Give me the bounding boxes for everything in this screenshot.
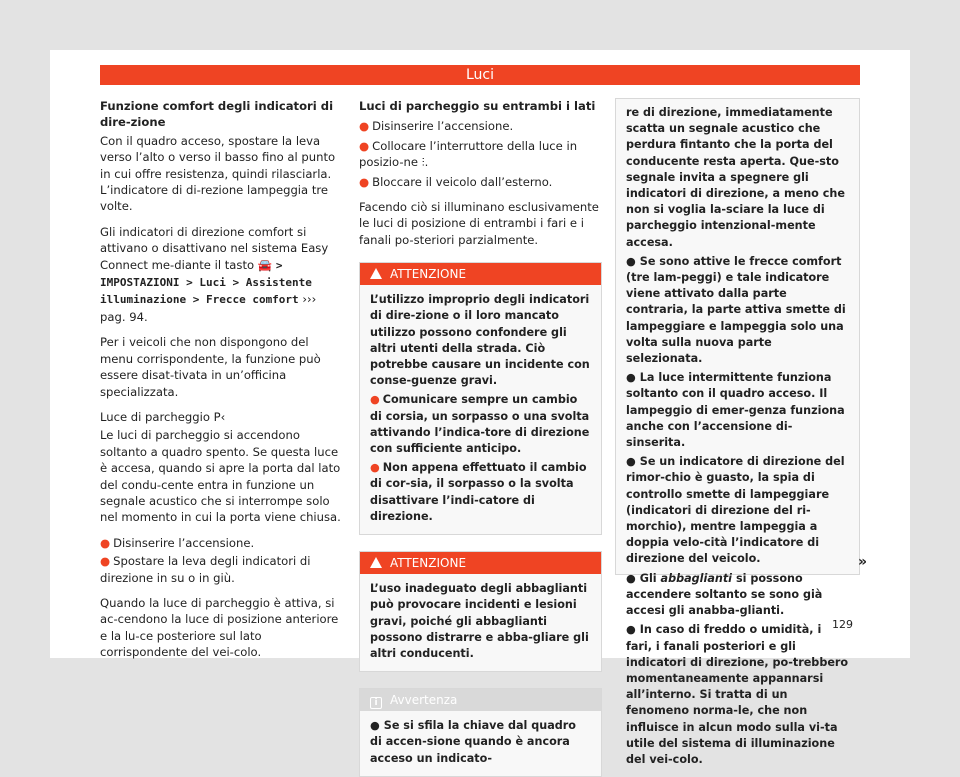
note-body: re di direzione, immediatamente scatta un segnale acustico che perdura fintanto che la porta del conducente resta aperta. Que-sto segnale invita a spegnere gli indicatori di direzione, a meno che non si voglia la-sciare la luce di parcheggio intenzional-mente accesa. ● Se sono attive le frecce comfort (tre lam-peggi) e tale indicatore viene attivato dalla parte contraria, la parte attiva smette di lampeggiare e lampeggia solo una volta sulla nuova parte selezionata. ● La luce intermittente funziona soltanto con il quadro acceso. Il lampeggio di emer-genza funziona anche con l’accensione di-sinserita. ● Se un indicatore di direzione del rimor-chio è guasto, la spia di controllo smette di lampeggiare (indicatori di direzione del ri-morchio), mentre lampeggia a doppia velo-cità l’indicatore di direzione del veicolo. ● Gli abbaglianti si possono accendere soltanto se sono già accesi gli anabba-glianti. ● In caso di freddo o umidità, i fari, i fanali posteriori e gli indicatori di direzione, po-trebbero momentaneamente appannarsi all’interno. Si tratta di un fenomeno norma-le, che non influisce in alcun modo sulla vi-ta utile del sistema di illuminazione del vei-colo.: [616, 99, 859, 777]
warning-icon: [370, 557, 382, 568]
list-item: ● Se si sfila la chiave dal quadro di accen-sione quando è ancora acceso un indicato-: [370, 719, 576, 765]
section-header: Luci: [100, 65, 860, 85]
paragraph: Con il quadro acceso, spostare la leva verso l’alto o verso il basso fino al punto in cui offre resistenza, quindi rilasciarla. L’indicatore di di-rezione lampeggia tre volte.: [100, 133, 336, 214]
page-number: 129: [832, 618, 853, 631]
bullet-icon: ●: [370, 461, 380, 475]
warning-body: L’utilizzo improprio degli indicatori di dire-zione o il loro mancato utilizzo possono confondere gli altri utenti della strada. Ciò potrebbe causare un incidente con conse-guenze gravi. ● Comunicare sempre un cambio di corsia, un sorpasso o una svolta attivando l’indica-tore di direzione con sufficiente anticipo. ● Non appena effettuato il cambio di cor-sia, il sorpasso o la svolta disattivare l’indi-catore di direzione.: [360, 285, 601, 534]
bullet-icon: ●: [370, 719, 380, 733]
paragraph: Quando la luce di parcheggio è attiva, si ac-cendono la luce di posizione anteriore e la lu-ce posteriore sul lato corrispondente del vei-colo.: [100, 595, 339, 660]
list-item: ● Collocare l’interruttore della luce in posizio-ne ⫶.: [359, 138, 578, 170]
page-reference-link[interactable]: ››› pag. 94: [100, 292, 317, 324]
menu-path: > IMPOSTAZIONI > Luci > Assistente illuminazione > Frecce comfort: [100, 258, 312, 307]
list-item: ● Se un indicatore di direzione del rimor-chio è guasto, la spia di controllo smette di lampeggiare (indicatori di direzione del ri-morchio), mentre lampeggia a doppia velo-cità l’indicatore di direzione del veicolo.: [626, 455, 845, 566]
position-light-icon: ⫶: [421, 155, 425, 170]
note-body: [360, 711, 601, 776]
paragraph: Per i veicoli che non dispongono del menu corrispondente, la funzione può essere disat-tivata in un’officina specializzata.: [100, 335, 321, 399]
warning-icon: [370, 268, 382, 279]
list-item: ● Se sono attive le frecce comfort (tre lam-peggi) e tale indicatore viene attivato dalla parte contraria, la parte attiva smette di lampeggiare e lampeggia solo una volta sulla nuova parte selezionata.: [626, 254, 846, 366]
info-icon: i: [370, 697, 382, 709]
list-item: ● Disinserire l’accensione.: [359, 119, 514, 134]
bullet-icon: ●: [359, 119, 370, 134]
heading-parking-both-sides: Luci di parcheggio su entrambi i lati: [359, 99, 596, 113]
warning-body: L’uso inadeguato degli abbaglianti può provocare incidenti e lesioni gravi, poiché gli abbaglianti possono distrarre e abba-gliare gli altri conducenti.: [370, 582, 589, 660]
bullet-icon: ●: [359, 174, 370, 189]
list-item: ● La luce intermittente funziona soltanto con il quadro acceso. Il lampeggio di emer-genza funziona anche con l’accensione di-sinserita.: [626, 371, 845, 450]
column-left: [100, 98, 342, 670]
warning-header: ATTENZIONE: [360, 263, 601, 285]
bullet-icon: ●: [626, 371, 636, 385]
bullet-icon: ●: [626, 571, 636, 585]
list-item: ● Gli abbaglianti si possono accendere soltanto se sono già accesi gli anabba-glianti.: [626, 571, 823, 618]
list-item: ● Bloccare il veicolo dall’esterno.: [359, 174, 553, 189]
paragraph-easy-connect: Gli indicatori di direzione comfort si attivano o disattivano nel sistema Easy Connect me-diante il tasto 🚘 > IMPOSTAZIONI > Luci > Assistente illuminazione > Frecce comfort ››› pag. 94.: [100, 224, 329, 324]
bullet-icon: ●: [626, 455, 636, 469]
list-item: ● In caso di freddo o umidità, i fari, i fanali posteriori e gli indicatori di direzione, po-trebbero momentaneamente appannarsi all’interno. Si tratta di un fenomeno norma-le, che non influisce in alcun modo sulla vi-ta utile del sistema di illuminazione del vei-colo.: [626, 623, 849, 766]
heading-parking-light: Luce di parcheggio P‹: [100, 409, 226, 424]
car-menu-icon: 🚘: [257, 257, 273, 272]
heading-comfort-indicators: Funzione comfort degli indicatori di dire-zione: [100, 99, 334, 130]
parking-light-icon: P‹: [213, 409, 226, 424]
list-item: ● Disinserire l’accensione.: [100, 535, 255, 550]
paragraph: Facendo ciò si illuminano esclusivamente le luci di posizione di entrambi i fari e i fanali po-steriori parzialmente.: [359, 200, 599, 247]
warning-header: ATTENZIONE: [360, 552, 601, 574]
bullet-icon: ●: [626, 254, 636, 268]
bullet-icon: ●: [100, 554, 111, 569]
list-item: ● Spostare la leva degli indicatori di direzione in su o in giù.: [100, 554, 311, 585]
continue-arrow-icon: »: [858, 554, 868, 570]
column-middle: [359, 98, 602, 777]
warning-box: [359, 262, 602, 535]
note-box: [359, 688, 602, 777]
paragraph: Le luci di parcheggio si accendono soltanto a quadro spento. Se questa luce è accesa, quando si apre la porta dal lato del condu-cente entra in funzione un segnale acustico che si interrompe solo nel momento in cui la porta viene chiusa.: [100, 428, 341, 525]
warning-box: [359, 551, 602, 672]
bullet-icon: ●: [100, 535, 111, 550]
bullet-icon: ●: [359, 138, 370, 153]
list-item: ● Non appena effettuato il cambio di cor-sia, il sorpasso o la svolta disattivare l’indi-catore di direzione.: [370, 461, 587, 523]
list-item: ● Comunicare sempre un cambio di corsia, un sorpasso o una svolta attivando l’indica-tore di direzione con sufficiente anticipo.: [370, 393, 590, 456]
note-header: i Avvertenza: [360, 689, 601, 711]
bullet-icon: ●: [370, 393, 380, 407]
bullet-icon: ●: [626, 623, 636, 637]
